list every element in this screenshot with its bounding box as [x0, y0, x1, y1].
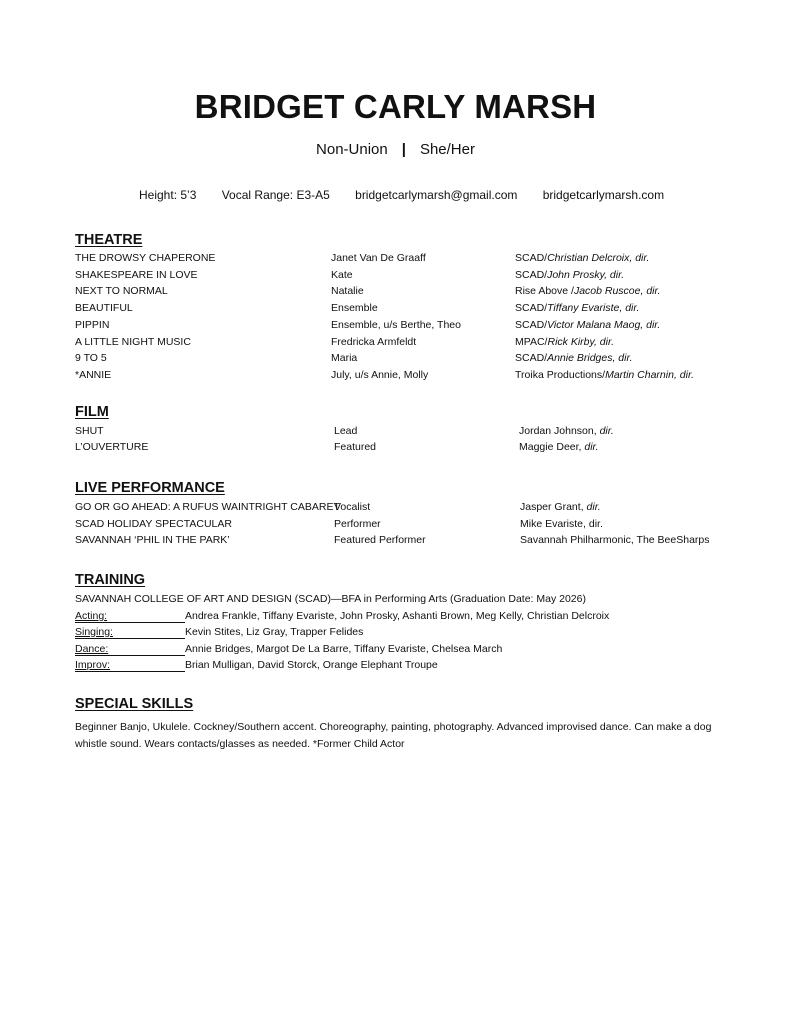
theatre-credit-row: [75, 336, 735, 352]
website-link[interactable]: bridgetcarlymarsh.com: [542, 188, 665, 202]
live-performance-heading: LIVE PERFORMANCE: [75, 480, 225, 496]
credit-company: [515, 369, 694, 381]
credit-director: Annie Bridges, dir.: [547, 352, 633, 365]
credit-company: [515, 269, 624, 281]
training-item: [75, 610, 609, 623]
credit-company: [520, 518, 603, 530]
theatre-credit-row: [75, 319, 735, 335]
credit-venue: Maggie Deer,: [519, 441, 585, 453]
credit-title: SHAKESPEARE IN LOVE: [75, 268, 198, 281]
union-pronouns-line: [0, 141, 791, 158]
credit-company: [515, 319, 660, 331]
credit-company: [519, 425, 614, 437]
credit-director: Jacob Ruscoe, dir.: [573, 285, 661, 298]
training-value: Kevin Stites, Liz Gray, Trapper Felides: [185, 626, 364, 638]
training-heading: TRAINING: [75, 572, 146, 588]
credit-venue: Jasper Grant,: [520, 501, 587, 513]
film-heading: FILM: [75, 404, 109, 420]
credit-director: Tiffany Evariste, dir.: [547, 302, 640, 315]
credit-role: Kate: [331, 268, 353, 281]
credit-company: [515, 352, 633, 364]
theatre-credit-row: [75, 302, 735, 318]
credit-title: 9 TO 5: [75, 352, 107, 365]
credit-role: Ensemble: [331, 302, 378, 315]
credit-director: dir.: [599, 425, 614, 437]
special-skills-heading: SPECIAL SKILLS: [75, 696, 194, 712]
credit-venue: Rise Above /: [515, 285, 574, 298]
theatre-credit-row: [75, 285, 735, 301]
height: Height: 5’3: [139, 188, 197, 202]
credit-venue: SCAD/: [515, 318, 548, 331]
training-value: Brian Mulligan, David Storck, Orange Elephant Troupe: [185, 659, 438, 671]
separator: |: [401, 141, 406, 158]
credit-title: *ANNIE: [75, 368, 112, 381]
credit-title: PIPPIN: [75, 318, 110, 331]
credit-venue: SCAD/: [515, 352, 548, 365]
credit-director: Victor Malana Maog, dir.: [547, 318, 661, 331]
training-label: Acting:: [75, 611, 185, 623]
theatre-credit-row: [75, 352, 735, 368]
credit-title: SHUT: [75, 425, 104, 437]
credit-venue: Savannah Philharmonic, The BeeSharps: [520, 534, 710, 546]
training-label: Dance:: [75, 644, 185, 656]
credit-role: Natalie: [331, 285, 364, 298]
pronouns: She/Her: [419, 141, 475, 158]
stats-line: [139, 188, 664, 202]
resume-name: BRIDGET CARLY MARSH: [194, 88, 597, 125]
credit-role: Fredricka Armfeldt: [331, 335, 417, 348]
credit-company: [515, 252, 649, 264]
credit-director: Christian Delcroix, dir.: [547, 252, 650, 264]
vocal-range: Vocal Range: E3-A5: [221, 188, 330, 202]
theatre-credit-row: [75, 252, 735, 268]
credit-role: Lead: [334, 425, 358, 437]
credit-role: Ensemble, u/s Berthe, Theo: [331, 318, 461, 331]
training-label: Improv:: [75, 660, 185, 672]
credit-title: THE DROWSY CHAPERONE: [75, 252, 216, 264]
credit-role: Featured: [334, 441, 377, 453]
credit-venue: Mike Evariste, dir.: [520, 517, 603, 530]
training-value: Annie Bridges, Margot De La Barre, Tiffany Evariste, Chelsea March: [185, 643, 503, 655]
credit-role: Featured Performer: [334, 534, 426, 546]
film-credit-row: [75, 425, 735, 441]
credit-venue: Jordan Johnson,: [519, 425, 600, 437]
credit-role: Performer: [334, 517, 381, 530]
credit-company: [515, 302, 639, 314]
credit-company: [520, 534, 710, 546]
credit-venue: SCAD/: [515, 252, 548, 264]
credit-venue: MPAC/: [515, 335, 548, 348]
training-item: [75, 626, 363, 639]
credit-role: Janet Van De Graaff: [331, 252, 426, 264]
credit-title: GO OR GO AHEAD: A RUFUS WAINTRIGHT CABARET: [75, 501, 340, 513]
training-label: Singing:: [75, 627, 185, 639]
credit-title: SAVANNAH ‘PHIL IN THE PARK’: [75, 534, 230, 546]
live-credit-row: [75, 534, 735, 550]
credit-title: L’OUVERTURE: [75, 441, 149, 453]
live-credit-row: [75, 518, 735, 534]
theatre-credit-row: [75, 369, 735, 385]
training-item: [75, 643, 502, 656]
credit-company: [519, 441, 599, 453]
email-link[interactable]: bridgetcarlymarsh@gmail.com: [355, 188, 518, 202]
union-status: Non-Union: [316, 141, 388, 158]
credit-role: Vocalist: [334, 501, 371, 513]
theatre-credit-row: [75, 269, 735, 285]
credit-venue: Troika Productions/: [515, 368, 606, 381]
credit-role: July, u/s Annie, Molly: [331, 368, 429, 381]
credit-director: Martin Charnin, dir.: [605, 368, 694, 381]
credit-director: dir.: [586, 501, 601, 513]
credit-company: [515, 336, 614, 348]
credit-title: BEAUTIFUL: [75, 302, 133, 315]
training-value: Andrea Frankle, Tiffany Evariste, John Prosky, Ashanti Brown, Meg Kelly, Christian Delcroix: [185, 610, 610, 622]
credit-role: Maria: [331, 352, 358, 365]
credit-venue: SCAD/: [515, 302, 548, 315]
live-credit-row: [75, 501, 735, 517]
credit-company: [520, 501, 601, 513]
credit-director: Rick Kirby, dir.: [547, 335, 614, 348]
credit-director: dir.: [584, 441, 599, 453]
credit-title: A LITTLE NIGHT MUSIC: [75, 335, 191, 348]
training-school: SAVANNAH COLLEGE OF ART AND DESIGN (SCAD)—BFA in Performing Arts (Graduation Date: May 2026): [75, 593, 586, 605]
training-item: [75, 659, 438, 672]
film-credit-row: [75, 441, 735, 457]
credit-title: NEXT TO NORMAL: [75, 285, 168, 298]
credit-venue: SCAD/: [515, 268, 548, 281]
credit-company: [515, 285, 661, 297]
theatre-heading: THEATRE: [75, 232, 143, 248]
credit-title: SCAD HOLIDAY SPECTACULAR: [75, 517, 232, 530]
credit-director: John Prosky, dir.: [547, 268, 625, 281]
special-skills-text: Beginner Banjo, Ukulele. Cockney/Southern accent. Choreography, painting, photography. Advanced improvised dance. Can make a dog whistle sound. Wears contacts/glasses as needed. *Former Child Actor: [75, 721, 712, 750]
